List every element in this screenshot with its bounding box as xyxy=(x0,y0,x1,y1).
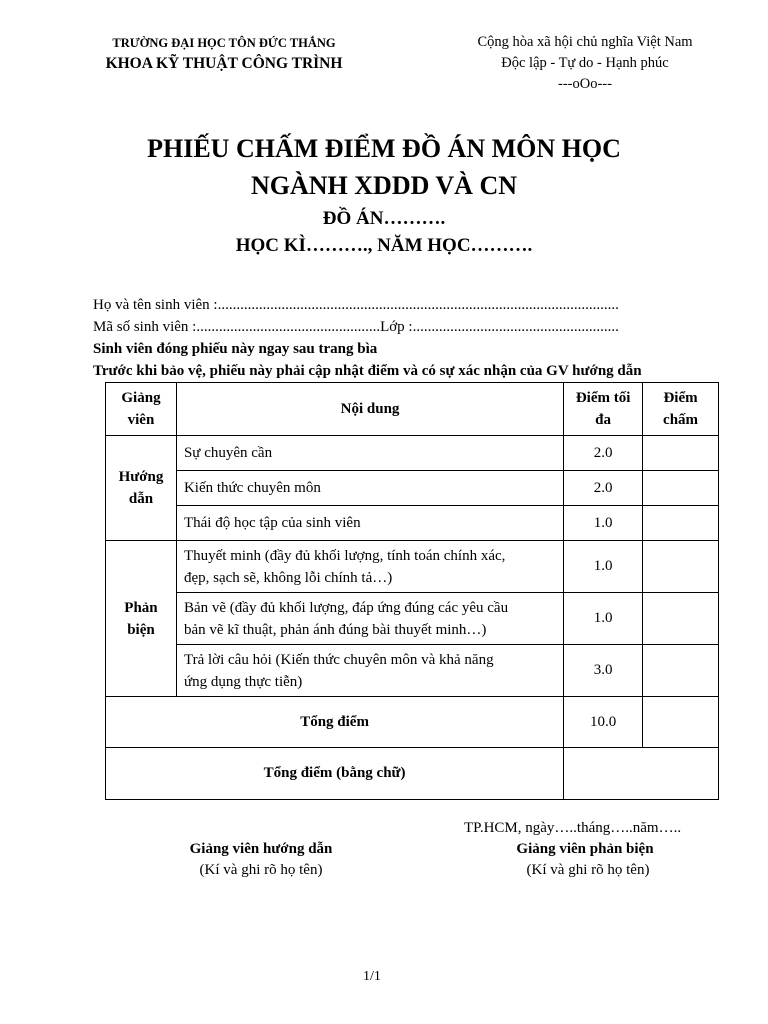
document-subtitle: NGÀNH XDDD VÀ CN xyxy=(250,171,518,200)
advisor-title: Giảng viên hướng dẫn xyxy=(189,841,333,857)
total-score-cell[interactable] xyxy=(643,697,719,748)
criterion-text: Trả lời câu hỏi (Kiến thức chuyên môn và khả năng ứng dụng thực tiễn) xyxy=(176,645,563,697)
header-given-score: Điểm chấm xyxy=(643,383,719,436)
total-row xyxy=(106,697,719,748)
score-input-cell[interactable] xyxy=(643,471,719,506)
group-reviewer: Phản biện xyxy=(106,541,177,697)
nation-name: Cộng hòa xã hội chủ nghĩa Việt Nam xyxy=(477,34,693,50)
reviewer-title: Giảng viên phản biện xyxy=(516,841,654,857)
header-max-score: Điểm tối đa xyxy=(564,383,643,436)
semester-line: HỌC KÌ………., NĂM HỌC………. xyxy=(235,235,533,256)
table-row xyxy=(106,471,719,506)
criterion-text: Thái độ học tập của sinh viên xyxy=(176,506,563,541)
max-score-cell: 1.0 xyxy=(564,593,643,645)
score-input-cell[interactable] xyxy=(643,541,719,593)
criterion-text: Bản vẽ (đầy đủ khối lượng, đáp ứng đúng các yêu cầu bản vẽ kĩ thuật, phản ánh đúng bài thuyết minh…) xyxy=(176,593,563,645)
criterion-text: Sự chuyên cần xyxy=(176,436,563,471)
max-score-cell: 1.0 xyxy=(564,541,643,593)
max-score-cell: 2.0 xyxy=(564,471,643,506)
header-content: Nội dung xyxy=(176,383,563,436)
max-score-cell: 2.0 xyxy=(564,436,643,471)
table-row xyxy=(106,541,719,593)
score-input-cell[interactable] xyxy=(643,645,719,697)
advisor-sign-note: (Kí và ghi rõ họ tên) xyxy=(199,862,323,878)
criterion-text: Thuyết minh (đầy đủ khối lượng, tính toán chính xác, đẹp, sạch sẽ, không lỗi chính tả…) xyxy=(176,541,563,593)
project-line: ĐỒ ÁN………. xyxy=(322,208,446,229)
student-id-class-field: Mã số sinh viên :.................................................Lớp :....................................................... xyxy=(93,319,619,335)
total-words-row xyxy=(106,748,719,800)
faculty-name: KHOA KỸ THUẬT CÔNG TRÌNH xyxy=(105,55,343,72)
max-score-cell: 3.0 xyxy=(564,645,643,697)
group-advisor: Hướng dẫn xyxy=(106,436,177,541)
national-motto: Độc lập - Tự do - Hạnh phúc xyxy=(501,55,669,71)
total-words-label: Tổng điểm (bằng chữ) xyxy=(106,748,564,800)
table-row xyxy=(106,436,719,471)
total-words-cell[interactable] xyxy=(564,748,719,800)
instruction-note-2: Trước khi bảo vệ, phiếu này phải cập nhật điểm và có sự xác nhận của GV hướng dẫn xyxy=(93,363,642,379)
table-row xyxy=(106,593,719,645)
date-line: TP.HCM, ngày…..tháng…..năm….. xyxy=(464,820,682,836)
header-divider: ---oOo--- xyxy=(558,76,612,92)
document-title: PHIẾU CHẤM ĐIỂM ĐỒ ÁN MÔN HỌC xyxy=(147,134,621,163)
student-name-field: Họ và tên sinh viên :........................................................................................................... xyxy=(93,297,619,313)
grading-table xyxy=(105,382,719,800)
total-max-score: 10.0 xyxy=(564,697,643,748)
score-input-cell[interactable] xyxy=(643,593,719,645)
school-name: TRƯỜNG ĐẠI HỌC TÔN ĐỨC THẮNG xyxy=(112,36,336,50)
header-lecturer: Giảng viên xyxy=(106,383,177,436)
max-score-cell: 1.0 xyxy=(564,506,643,541)
table-row xyxy=(106,645,719,697)
total-label: Tổng điểm xyxy=(106,697,564,748)
table-header-row xyxy=(106,383,719,436)
page-number: 1/1 xyxy=(363,969,381,984)
criterion-text: Kiến thức chuyên môn xyxy=(176,471,563,506)
instruction-note-1: Sinh viên đóng phiếu này ngay sau trang bìa xyxy=(93,341,378,357)
score-input-cell[interactable] xyxy=(643,436,719,471)
score-input-cell[interactable] xyxy=(643,506,719,541)
table-row xyxy=(106,506,719,541)
reviewer-sign-note: (Kí và ghi rõ họ tên) xyxy=(526,862,650,878)
